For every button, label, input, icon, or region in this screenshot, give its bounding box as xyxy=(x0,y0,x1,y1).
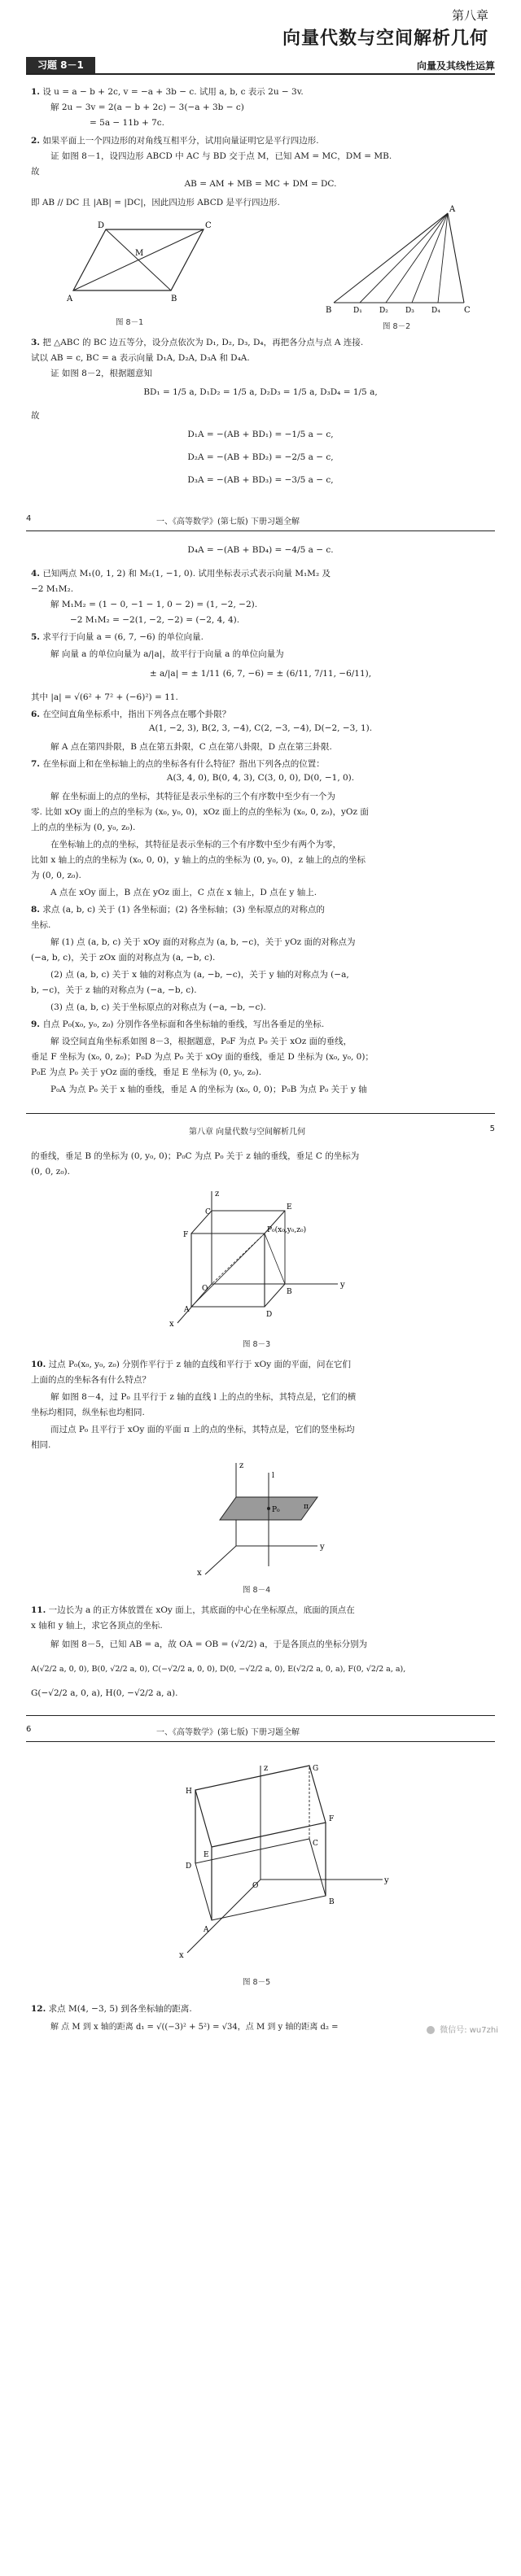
q5-text: 求平行于向量 a = (6, 7, −6) 的单位向量. xyxy=(42,632,204,642)
q3-text: 把 △ABC 的 BC 边五等分，设分点依次为 D₁, D₂, D₃, D₄，再把各分点与点 A 连接. xyxy=(42,338,364,347)
q6 xyxy=(31,707,490,723)
svg-text:y: y xyxy=(340,1281,345,1290)
q3-eq-1: BD₁ = 1/5 a, D₁D₂ = 1/5 a, D₂D₃ = 1/5 a, D₃D₄ = 1/5 a, xyxy=(143,387,378,397)
q2-text: 如果平面上一个四边形的对角线互相平分，试用向量证明它是平行四边形. xyxy=(42,136,319,146)
svg-text:x: x xyxy=(169,1320,174,1329)
svg-text:D: D xyxy=(186,1862,192,1871)
svg-text:G: G xyxy=(313,1765,319,1773)
q8-sol-4: b, −c)，关于 z 轴的对称点为 (−a, −b, c). xyxy=(31,985,197,995)
watermark xyxy=(427,2023,498,2035)
q8-text: 求点 (a, b, c) 关于 (1) 各坐标面；(2) 各坐标轴；(3) 坐标原点的对称点的 xyxy=(42,905,325,915)
figure-8-3 xyxy=(155,1186,366,1333)
header-text: 第八章 向量代数与空间解析几何 xyxy=(189,1128,306,1137)
q7-number: 7. xyxy=(31,759,40,769)
q11-sol-1: 解 如图 8－5，已知 AB = a，故 OA = OB = (√2/2) a，于是各顶点的坐标分别为 xyxy=(50,1639,368,1649)
footer-text: 一、《高等数学》(第七版) 下册习题全解 xyxy=(156,517,300,526)
q7-sol-7: A 点在 xOy 面上，B 点在 yOz 面上，C 点在 x 轴上，D 点在 y 轴上. xyxy=(50,888,317,897)
svg-text:E: E xyxy=(287,1203,292,1212)
section-bar xyxy=(26,57,495,75)
q1-text: 设 u = a − b + 2c, v = −a + 3b − c. 试用 a, b, c 表示 2u − 3v. xyxy=(42,87,304,97)
q3-sol-1: 证 如图 8－2，根据题意知 xyxy=(50,369,153,378)
q8-sol-2: (−a, b, c)，关于 zOx 面的对称点为 (a, −b, c). xyxy=(31,953,216,963)
q7-sol-4: 在坐标轴上的点的坐标，其特征是表示坐标的三个有序数中至少有两个为零， xyxy=(50,840,341,849)
fig-8-3-caption: 图 8－3 xyxy=(243,1340,271,1349)
svg-text:D₂: D₂ xyxy=(379,307,388,315)
q9-sol-4: P₀A 为点 P₀ 关于 x 轴的垂线，垂足 A 的坐标为 (x₀, 0, 0)；P₀B 为点 P₀ 关于 y 轴 xyxy=(50,1085,367,1094)
q8-sol-3: (2) 点 (a, b, c) 关于 x 轴的对称点为 (a, −b, −c)，关于 y 轴的对称点为 (−a, xyxy=(50,970,349,980)
page-divider xyxy=(26,530,495,531)
q6-sol-1: 解 A 点在第四卦限，B 点在第五卦限，C 点在第八卦限，D 点在第三卦限. xyxy=(50,742,332,752)
q8-number: 8. xyxy=(31,905,40,915)
q1-number: 1. xyxy=(31,87,40,97)
q7-sol-5: 比如 x 轴上的点的坐标为 (x₀, 0, 0)，y 轴上的点的坐标为 (0, y₀, 0)，z 轴上的点的坐标 xyxy=(31,855,366,865)
svg-text:O: O xyxy=(202,1285,208,1293)
q2-number: 2. xyxy=(31,136,40,146)
q1 xyxy=(31,85,490,100)
page-divider xyxy=(26,1715,495,1716)
svg-text:x: x xyxy=(197,1569,202,1578)
svg-text:B: B xyxy=(287,1288,292,1296)
q2-equation: AB = AM + MB = MC + DM = DC. xyxy=(184,179,337,189)
svg-text:D₃: D₃ xyxy=(405,307,414,315)
chapter-label: 第八章 xyxy=(451,8,488,23)
section-tag: 习题 8－1 xyxy=(26,57,95,73)
q2-sol-2: 即 AB // DC 且 |AB| = |DC|，因此四边形 ABCD 是平行四边形. xyxy=(31,198,280,207)
q8-text-b: 坐标. xyxy=(31,920,51,930)
page-number: 5 xyxy=(489,1124,495,1133)
q8-sol-5: (3) 点 (a, b, c) 关于坐标原点的对称点为 (−a, −b, −c). xyxy=(50,1002,266,1012)
q3-eq-3: D₂A = −(AB + BD₂) = −2/5 a − c, xyxy=(187,452,334,462)
q11 xyxy=(31,1603,490,1618)
svg-text:C: C xyxy=(313,1840,318,1848)
q5-sol-2: 其中 |a| = √(6² + 7² + (−6)²) = 11. xyxy=(31,692,178,702)
q9-text: 自点 P₀(x₀, y₀, z₀) 分别作各坐标面和各坐标轴的垂线，写出各垂足的坐标. xyxy=(42,1019,325,1029)
svg-text:z: z xyxy=(264,1764,269,1773)
q7-sol-6: 为 (0, 0, z₀). xyxy=(31,871,81,880)
q3 xyxy=(31,335,490,351)
svg-text:A: A xyxy=(184,1306,190,1314)
q11-number: 11. xyxy=(31,1605,46,1615)
q1-sol-1: 解 2u − 3v = 2(a − b + 2c) − 3(−a + 3b − c) xyxy=(50,103,244,112)
svg-text:x: x xyxy=(179,1951,184,1960)
q2 xyxy=(31,133,490,149)
svg-text:C: C xyxy=(205,221,212,230)
q1-sol-2: = 5a − 11b + 7c. xyxy=(90,118,165,128)
q10-number: 10. xyxy=(31,1360,46,1369)
fig-8-1-caption: 图 8－1 xyxy=(116,318,144,327)
svg-text:E: E xyxy=(204,1851,209,1859)
fig-8-5-caption: 图 8－5 xyxy=(243,1978,271,1987)
q10-sol-2: 坐标均相同，纵坐标也均相同. xyxy=(31,1408,145,1417)
page-footer-6 xyxy=(26,1725,495,1737)
svg-text:A: A xyxy=(67,295,73,303)
svg-text:y: y xyxy=(320,1543,325,1552)
page-divider xyxy=(26,1113,495,1114)
wechat-icon xyxy=(427,2026,435,2034)
q9-sol-1: 解 设空间直角坐标系如图 8－3，根据题意，P₀F 为点 P₀ 关于 xOz 面的垂线， xyxy=(50,1037,352,1046)
svg-text:B: B xyxy=(326,306,332,315)
svg-text:C: C xyxy=(205,1208,211,1216)
svg-text:P₀: P₀ xyxy=(272,1506,280,1514)
q9-number: 9. xyxy=(31,1019,40,1029)
svg-text:z: z xyxy=(239,1461,244,1470)
q9-sol-2: 垂足 F 坐标为 (x₀, 0, z₀)；P₀D 为点 P₀ 关于 xOy 面的垂线，垂足 D 坐标为 (x₀, y₀, 0)； xyxy=(31,1052,374,1062)
footer-text: 一、《高等数学》(第七版) 下册习题全解 xyxy=(156,1728,300,1737)
svg-text:C: C xyxy=(464,306,471,315)
svg-text:O: O xyxy=(252,1882,259,1890)
q3-eq-5: D₄A = −(AB + BD₄) = −4/5 a − c. xyxy=(187,545,334,555)
page-footer-4 xyxy=(26,514,495,526)
q10 xyxy=(31,1357,490,1373)
q6-text: 在空间直角坐标系中，指出下列各点在哪个卦限？ xyxy=(42,709,231,719)
svg-text:z: z xyxy=(215,1190,220,1198)
q7-sol-2: 零. 比如 xOy 面上的点的坐标为 (x₀, y₀, 0)，xOz 面上的点的坐标为 (x₀, 0, z₀)，yOz 面 xyxy=(31,807,369,817)
q10-text: 过点 P₀(x₀, y₀, z₀) 分别作平行于 z 轴的直线和平行于 xOy 面的平面，问在它们 xyxy=(48,1360,351,1369)
svg-text:B: B xyxy=(329,1898,335,1906)
q2-sol-1: 证 如图 8－1，设四边形 ABCD 中 AC 与 BD 交于点 M，已知 AM = MC，DM = MB. xyxy=(50,151,392,161)
q11-sol-2: A(√2/2 a, 0, 0), B(0, √2/2 a, 0), C(−√2/2 a, 0, 0), D(0, −√2/2 a, 0), E(√2/2 a, 0, a), F(0, √2/2 a, a), xyxy=(31,1665,406,1674)
q3-eq-4: D₃A = −(AB + BD₃) = −3/5 a − c, xyxy=(187,475,334,485)
q7-text: 在坐标面上和在坐标轴上的点的坐标各有什么特征？指出下列各点的位置： xyxy=(42,759,325,769)
q4 xyxy=(31,566,490,582)
fig-8-4-caption: 图 8－4 xyxy=(243,1586,271,1595)
q2-sol-1b: 故 xyxy=(31,167,40,177)
q4-text-b: −2 M₁M₂. xyxy=(31,584,74,594)
q3-number: 3. xyxy=(31,338,40,347)
q11-sol-3: G(−√2/2 a, 0, a), H(0, −√2/2 a, a). xyxy=(31,1688,178,1698)
svg-text:M: M xyxy=(135,249,144,258)
q8-sol-1: 解 (1) 点 (a, b, c) 关于 xOy 面的对称点为 (a, b, −c)，关于 yOz 面的对称点为 xyxy=(50,937,356,947)
q12 xyxy=(31,2002,490,2017)
chapter-title: 向量代数与空间解析几何 xyxy=(282,28,488,49)
q4-sol-2: −2 M₁M₂ = −2(1, −2, −2) = (−2, 4, 4). xyxy=(70,615,240,625)
q10-sol-1: 解 如图 8－4，过 P₀ 且平行于 z 轴的直线 l 上的点的坐标，其特点是，它们的横 xyxy=(50,1392,357,1402)
svg-text:A: A xyxy=(449,205,456,214)
page-number: 4 xyxy=(26,514,32,523)
section-title: 向量及其线性运算 xyxy=(416,60,495,72)
q3-text-b: 试以 AB = c, BC = a 表示向量 D₁A, D₂A, D₃A 和 D₄A. xyxy=(31,353,250,363)
q7-sol-1: 解 在坐标面上的点的坐标，其特征是表示坐标的三个有序数中至少有一个为 xyxy=(50,792,335,801)
q7-points: A(3, 4, 0), B(0, 4, 3), C(3, 0, 0), D(0, −1, 0). xyxy=(166,773,355,783)
figure-8-2 xyxy=(317,203,480,317)
svg-text:H: H xyxy=(186,1788,192,1796)
q6-points: A(1, −2, 3), B(2, 3, −4), C(2, −3, −4), D(−2, −3, 1). xyxy=(148,723,373,733)
q12-text: 求点 M(4, −3, 5) 到各坐标轴的距离. xyxy=(48,2004,192,2014)
watermark-text: 微信号: wu7zhi xyxy=(440,2026,498,2035)
svg-text:D₁: D₁ xyxy=(353,307,362,315)
q4-number: 4. xyxy=(31,569,40,579)
figure-8-4 xyxy=(187,1456,334,1578)
q9-sol-6: (0, 0, z₀). xyxy=(31,1167,70,1177)
q10-sol-3: 而过点 P₀ 且平行于 xOy 面的平面 π 上的点的坐标，其特点是，它们的竖坐标均 xyxy=(50,1425,355,1434)
figure-8-1 xyxy=(49,213,228,311)
svg-text:B: B xyxy=(171,295,177,303)
svg-text:l: l xyxy=(272,1472,274,1480)
q11-text: 一边长为 a 的正方体放置在 xOy 面上，其底面的中心在坐标原点，底面的顶点在 xyxy=(48,1605,355,1615)
page-divider xyxy=(26,1741,495,1742)
page-number: 6 xyxy=(26,1725,32,1734)
q5 xyxy=(31,630,490,645)
svg-text:A: A xyxy=(204,1926,209,1934)
q10-text-b: 上面的点的坐标各有什么特点？ xyxy=(31,1375,151,1385)
q5-sol-1: 解 向量 a 的单位向量为 a/|a|，故平行于向量 a 的单位向量为 xyxy=(50,649,284,659)
svg-text:π: π xyxy=(304,1503,309,1511)
q7-sol-3: 上的点的坐标为 (0, y₀, z₀). xyxy=(31,823,136,832)
q9-sol-5: 的垂线，垂足 B 的坐标为 (0, y₀, 0)；P₀C 为点 P₀ 关于 z 轴的垂线，垂足 C 的坐标为 xyxy=(31,1151,360,1161)
svg-text:D: D xyxy=(266,1311,273,1319)
q9 xyxy=(31,1017,490,1033)
svg-text:y: y xyxy=(384,1876,389,1885)
q8 xyxy=(31,902,490,918)
svg-text:F: F xyxy=(183,1231,189,1239)
q9-sol-3: P₀E 为点 P₀ 关于 yOz 面的垂线，垂足 E 坐标为 (0, y₀, z₀). xyxy=(31,1068,262,1077)
q5-equation: ± a/|a| = ± 1/11 (6, 7, −6) = ± (6/11, 7/11, −6/11), xyxy=(149,669,372,679)
figure-8-5 xyxy=(122,1757,399,1969)
svg-text:D: D xyxy=(98,221,105,230)
q12-number: 12. xyxy=(31,2004,46,2014)
q5-number: 5. xyxy=(31,632,40,642)
fig-8-2-caption: 图 8－2 xyxy=(383,322,411,331)
svg-text:D₄: D₄ xyxy=(431,307,440,315)
q7 xyxy=(31,757,490,772)
q4-text: 已知两点 M₁(0, 1, 2) 和 M₂(1, −1, 0). 试用坐标表示式表示向量 M₁M₂ 及 xyxy=(42,569,331,579)
q4-sol-1: 解 M₁M₂ = (1 − 0, −1 − 1, 0 − 2) = (1, −2, −2). xyxy=(50,600,258,609)
q12-sol-1: 解 点 M 到 x 轴的距离 d₁ = √((−3)² + 5²) = √34，点 M 到 y 轴的距离 d₂ = xyxy=(50,2023,339,2032)
q3-sol-2: 故 xyxy=(31,411,40,421)
q10-sol-4: 相同. xyxy=(31,1440,51,1450)
q6-number: 6. xyxy=(31,709,40,719)
q3-eq-2: D₁A = −(AB + BD₁) = −1/5 a − c, xyxy=(187,430,334,439)
svg-text:P₀(x₀,y₀,z₀): P₀(x₀,y₀,z₀) xyxy=(267,1226,307,1234)
q11-text-b: x 轴和 y 轴上，求它各顶点的坐标. xyxy=(31,1621,163,1631)
svg-text:F: F xyxy=(329,1815,335,1823)
